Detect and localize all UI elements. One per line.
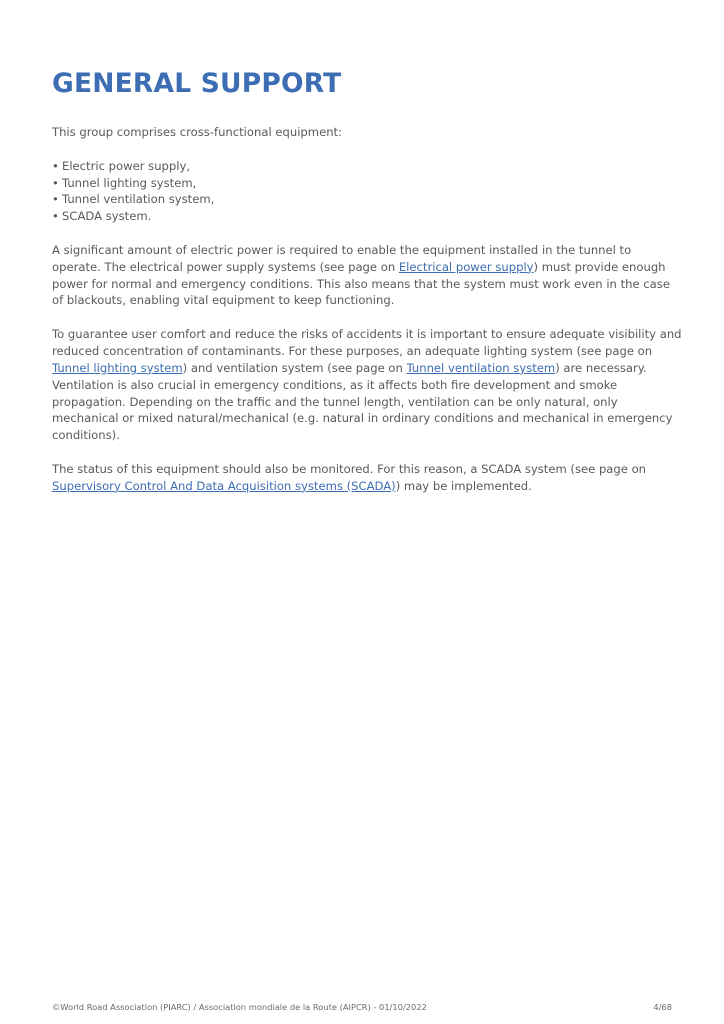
- page-title: GENERAL SUPPORT: [52, 68, 342, 99]
- main-content: [52, 124, 682, 511]
- scada-link[interactable]: Supervisory Control And Data Acquisition systems (SCADA): [52, 478, 396, 493]
- intro-paragraph: This group comprises cross-functional equipment:: [52, 125, 343, 139]
- list-item: [52, 158, 682, 175]
- paragraph-text: The status of this equipment should also be monitored. For this reason, a SCADA system (see page on: [52, 461, 647, 476]
- tunnel-ventilation-system-link[interactable]: Tunnel ventilation system: [406, 360, 556, 375]
- electrical-power-supply-link[interactable]: Electrical power supply: [398, 259, 534, 274]
- paragraph-text: To guarantee user comfort and reduce the risks of accidents it is important to ensure adequate visibility and reduced concentration of contaminants. For these purposes, an adequate lighting system (see page on: [52, 327, 682, 358]
- paragraph-text: A significant amount of electric power is required to enable the equipment installed in the tunnel to operate. The electrical power supply systems (see page on: [52, 242, 632, 274]
- paragraph-text: ) must provide enough power for normal and emergency conditions. This also means that the system must work even in the case of blackouts, enabling vital equipment to keep functioning.: [52, 259, 670, 308]
- scada-paragraph: [52, 461, 682, 495]
- list-item: [52, 208, 682, 225]
- paragraph-text: ) are necessary. Ventilation is also crucial in emergency conditions, as it affects both fire development and smoke propagation. Depending on the traffic and the tunnel length, ventilation can be only natural, only mechanical or mixed natural/mechanical (e.g. natural in ordinary conditions and mechanical in emergency conditions).: [52, 360, 673, 443]
- tunnel-lighting-system-link[interactable]: Tunnel lighting system: [52, 360, 183, 375]
- paragraph-text: ) and ventilation system (see page on: [182, 360, 407, 375]
- bullet-icon: •: [52, 158, 59, 173]
- page-number: 4/68: [653, 1002, 672, 1012]
- list-item: [52, 175, 682, 192]
- list-item-text: SCADA system.: [62, 209, 152, 224]
- list-item-text: Tunnel lighting system,: [62, 175, 197, 190]
- list-item-text: Electric power supply,: [62, 158, 191, 173]
- list-item-text: Tunnel ventilation system,: [62, 192, 215, 207]
- footer-copyright: ©World Road Association (PIARC) / Association mondiale de la Route (AIPCR) - 01/10/2022: [52, 1002, 427, 1012]
- list-item: [52, 191, 682, 208]
- lighting-ventilation-paragraph: [52, 326, 682, 444]
- paragraph-text: ) may be implemented.: [395, 478, 532, 493]
- equipment-list: [52, 158, 682, 225]
- power-supply-paragraph: [52, 242, 682, 309]
- bullet-icon: •: [52, 192, 59, 207]
- bullet-icon: •: [52, 209, 59, 224]
- bullet-icon: •: [52, 175, 59, 190]
